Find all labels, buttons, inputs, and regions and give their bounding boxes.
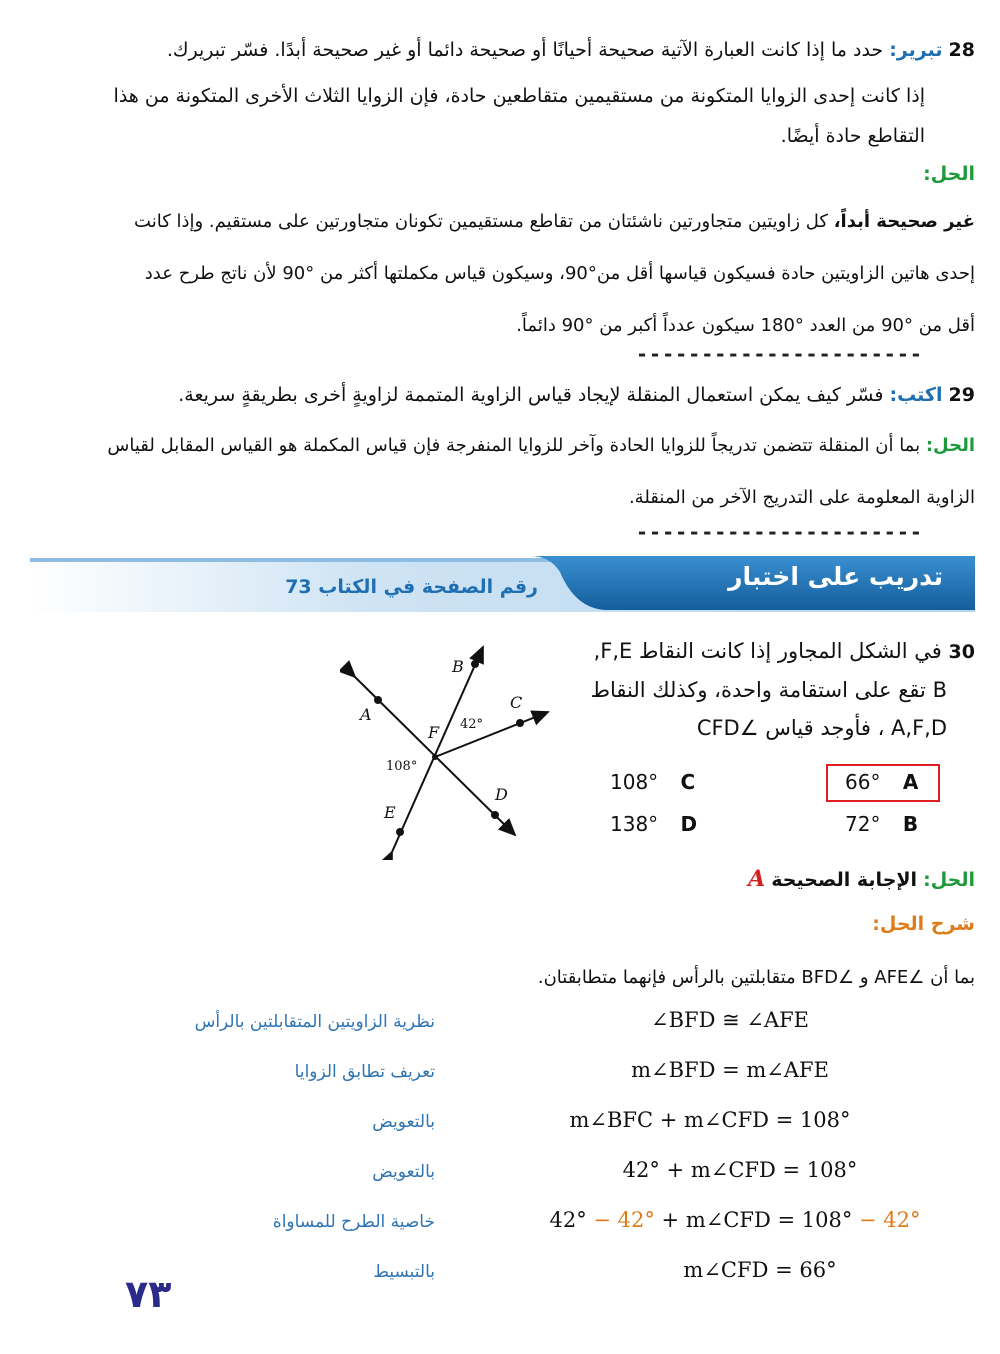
q28-answer-bold: غير صحيحة أبداً، <box>833 211 975 232</box>
label-c: C <box>510 693 523 712</box>
page-number: ٧٣ <box>125 1272 172 1316</box>
figure-points <box>374 660 524 836</box>
q28-answer-line3: أقل من °90 من العدد °180 سيكون عدداً أكبر من °90 دائماً. <box>516 315 975 336</box>
q29-prompt: فسّر كيف يمكن استعمال المنقلة لإيجاد قياس الزاوية المتممة لزاويةٍ أخرى بطريقةٍ سريعة. <box>178 384 884 406</box>
step-3-reason: بالتعويض <box>372 1112 435 1132</box>
step-1-equation: ∠BFD ≅ ∠AFE <box>650 1008 810 1032</box>
q29-answer-line2: الزاوية المعلومة على التدريج الآخر من المنقلة. <box>628 487 975 508</box>
choice-d[interactable] <box>610 812 697 836</box>
banner-page-ref: رقم الصفحة في الكتاب 73 <box>285 576 538 598</box>
q30-prompt <box>530 632 975 747</box>
choice-c[interactable] <box>610 770 695 794</box>
point-f <box>432 754 438 760</box>
choice-b-value: 72° <box>845 812 881 836</box>
step-5-reason: خاصية الطرح للمساواة <box>272 1212 435 1232</box>
q30-solution-label: الحل: <box>923 869 975 891</box>
q30-line3: A,F,D ، فأوجد قياس ∠CFD <box>696 716 947 740</box>
point-c <box>516 719 524 727</box>
test-practice-banner <box>30 552 975 616</box>
point-b <box>471 660 479 668</box>
choice-d-value: 138° <box>610 812 659 836</box>
point-a <box>374 696 382 704</box>
q28-solution-label: الحل: <box>923 163 975 185</box>
q28-answer-line1 <box>30 196 975 248</box>
q29-number: 29 <box>948 384 975 406</box>
q30-line1-text: في الشكل المجاور إذا كانت النقاط F,E, <box>593 639 942 663</box>
q28-prompt: حدد ما إذا كانت العبارة الآتية صحيحة أحيانًا أو صحيحة دائما أو غير صحيحة أبدًا. فسّر تبريرك. <box>166 39 884 61</box>
q29-answer <box>30 420 975 524</box>
q30-number: 30 <box>948 641 975 663</box>
label-angle-108: 108° <box>386 759 418 774</box>
label-d: D <box>495 785 508 804</box>
q28-number: 28 <box>948 39 975 61</box>
q30-solution-line <box>30 866 975 892</box>
q28-prompt-line <box>30 30 975 70</box>
q30-correct-letter: A <box>748 866 766 892</box>
q28-answer-line2: إحدى هاتين الزاويتين حادة فسيكون قياسها أقل من°90، وسيكون قياس مكملتها أكثر من °90 لأن ناتج طرح عدد <box>144 263 975 284</box>
q30-explain-label: شرح الحل: <box>872 913 975 935</box>
step-5-part-2: − 42° <box>586 1208 655 1232</box>
q28-label: تبرير: <box>889 39 943 61</box>
step-2-equation: m∠BFD = m∠AFE <box>631 1058 829 1082</box>
choice-b-letter: B <box>902 812 919 836</box>
q30-line2: B تقع على استقامة واحدة، وكذلك النقاط <box>590 678 947 702</box>
step-5-part-4: − 42° <box>852 1208 921 1232</box>
separator-2: ---------------------- <box>636 520 923 544</box>
step-5-part-3: + m∠CFD = 108° <box>654 1208 853 1232</box>
step-4-reason: بالتعويض <box>372 1162 435 1182</box>
step-2-reason: تعريف تطابق الزوايا <box>294 1062 435 1082</box>
label-a: A <box>360 705 372 724</box>
q29-prompt-line <box>30 375 975 415</box>
step-6-reason: بالتبسيط <box>373 1262 435 1282</box>
label-angle-42: 42° <box>460 717 484 732</box>
q28-answer <box>30 196 975 352</box>
q28-statement-line2: التقاطع حادة أيضًا. <box>780 125 925 147</box>
choice-b[interactable] <box>845 812 918 836</box>
q28-answer-text1: كل زاويتين متجاورتين ناشئتان من تقاطع مستقيمين تكونان متجاورتين على مستقيم. وإذا كانت <box>134 211 828 232</box>
q29-answer-text1: بما أن المنقلة تتضمن تدريجاً للزوايا الحادة وآخر للزوايا المنفرجة فإن قياس المكملة هو القياس المقابل لقياس <box>107 435 921 456</box>
point-e <box>396 828 404 836</box>
step-3-equation: m∠BFC + m∠CFD = 108° <box>569 1108 851 1132</box>
step-5-equation <box>510 1208 960 1232</box>
choice-c-letter: C <box>680 770 696 794</box>
label-e: E <box>384 803 396 822</box>
separator-1: ---------------------- <box>636 342 923 366</box>
choice-c-value: 108° <box>610 770 659 794</box>
choice-d-letter: D <box>680 812 698 836</box>
q28-statement-line1: إذا كانت إحدى الزوايا المتكونة من مستقيمين متقاطعين حادة، فإن الزوايا الثلاث الأخرى المتكونة من هذا <box>113 85 925 107</box>
banner-title: تدريب على اختبار <box>728 562 943 591</box>
choice-a-letter: A <box>902 770 919 794</box>
step-5-part-1: 42° <box>549 1208 587 1232</box>
step-4-equation: 42° + m∠CFD = 108° <box>622 1158 858 1182</box>
q29-solution-label: الحل: <box>925 435 975 456</box>
label-b: B <box>452 657 464 676</box>
q29-answer-line1 <box>30 420 975 472</box>
q29-label: اكتب: <box>889 384 943 406</box>
q30-correct-text: الإجابة الصحيحة <box>771 869 918 891</box>
choice-a-value: 66° <box>845 770 881 794</box>
line-eb <box>392 647 483 852</box>
step-1-reason: نظرية الزاويتين المتقابلتين بالرأس <box>194 1012 435 1032</box>
choice-a[interactable] <box>845 770 918 794</box>
q28-statement <box>30 76 925 156</box>
q30-line1 <box>530 632 975 671</box>
point-d <box>491 811 499 819</box>
step-6-equation: m∠CFD = 66° <box>683 1258 837 1282</box>
intersecting-lines-figure <box>340 640 560 860</box>
label-f: F <box>428 723 440 742</box>
q30-intro: بما أن ∠AFE و ∠BFD متقابلتين بالرأس فإنهما متطابقتان. <box>537 967 975 988</box>
